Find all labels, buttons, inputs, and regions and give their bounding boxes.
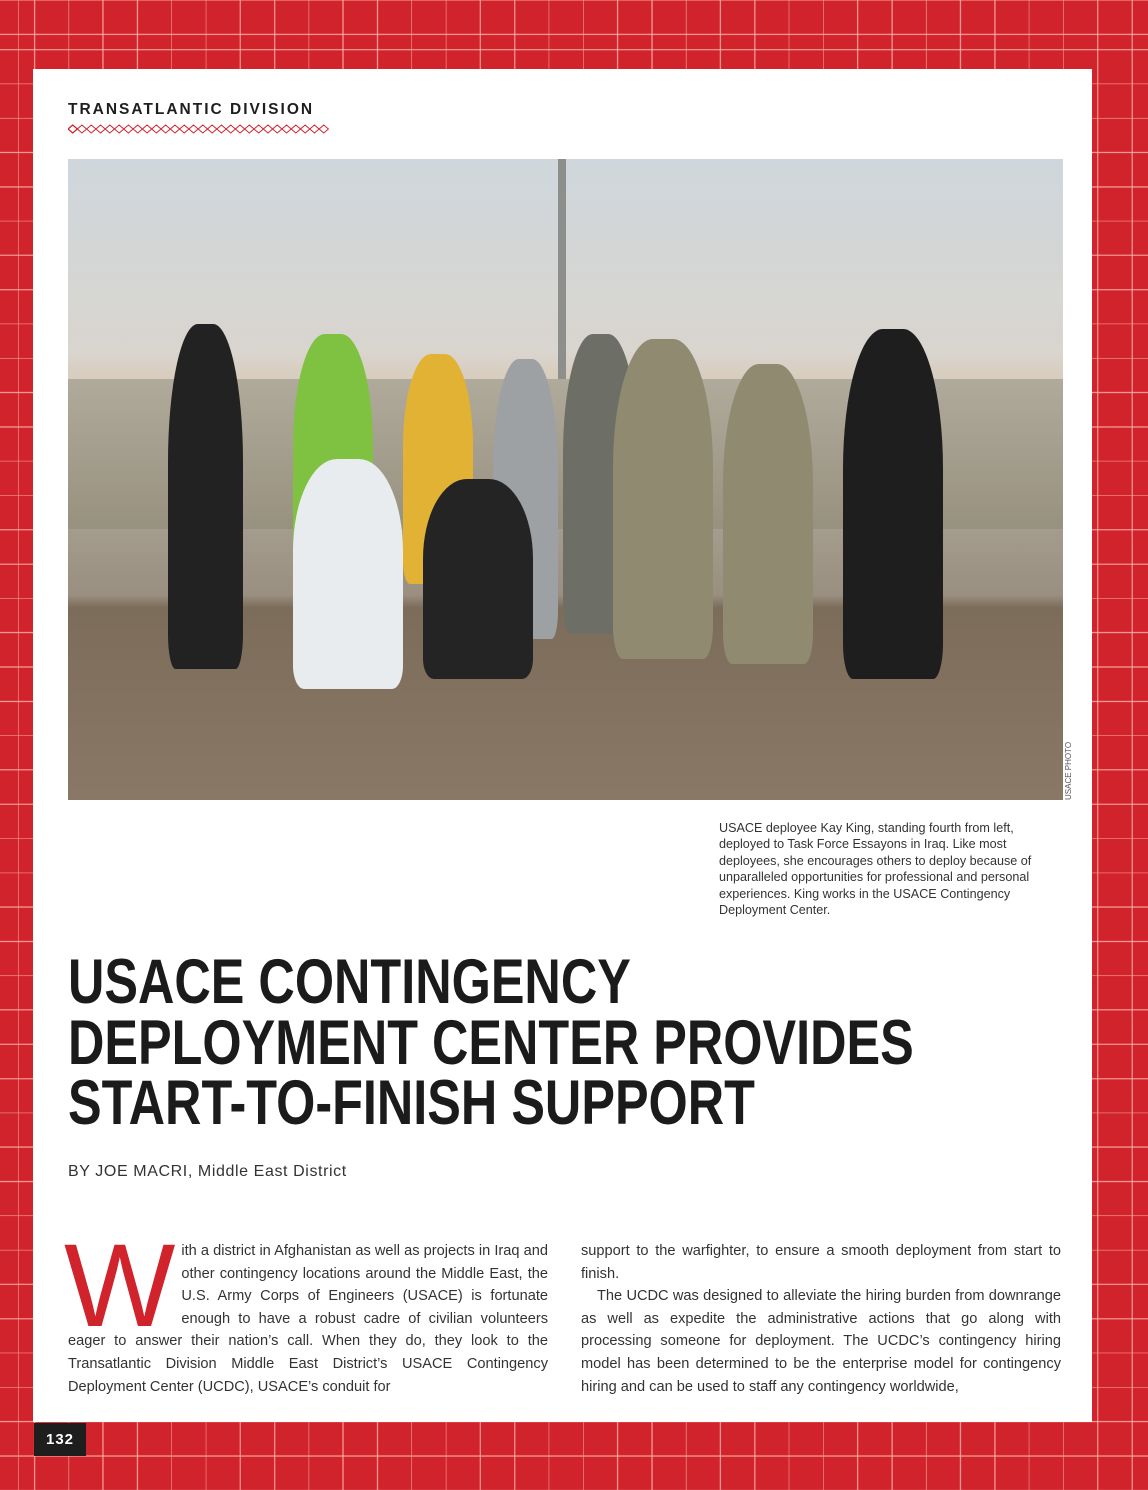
page-number: 132 [34, 1423, 86, 1456]
photo-caption: USACE deployee Kay King, standing fourth from left, deployed to Task Force Essayons in Iraq. Like most deployees, she encourages others to deploy because of unparalleled opportunities for professional and personal experiences. King works in the USACE Contingency Deployment Center. [719, 821, 1032, 918]
person [613, 339, 713, 659]
title-line: USACE CONTINGENCY [68, 947, 631, 1017]
person [293, 459, 403, 689]
zigzag-divider [68, 124, 330, 134]
paragraph: support to the warfighter, to ensure a smooth deployment from start to finish. [581, 1243, 1061, 1282]
paragraph: The UCDC was designed to alleviate the hiring burden from downrange as well as expedite the administrative actions that go along with processing someone for deployment. The UCDC’s contingency hiring model has been determined to be the enterprise model for contingency hiring and can be used to staff any contingency worldwide, [581, 1288, 1061, 1395]
photo-credit: USACE PHOTO [1064, 741, 1073, 800]
section-header: TRANSATLANTIC DIVISION [68, 101, 315, 118]
drop-cap: W [64, 1220, 176, 1352]
body-column-2 [581, 1240, 1061, 1398]
person [723, 364, 813, 664]
group-photo [68, 159, 1063, 800]
person [843, 329, 943, 679]
paragraph: ith a district in Afghanistan as well as projects in Iraq and other contingency locations around the Middle East, the U.S. Army Corps of Engineers (USACE) is fortunate enough to have a robust cadre of civilian volunteers eager to answer their nation’s call. When they do, they look to the Transatlantic Division Middle East District’s USACE Contingency Deployment Center (UCDC), USACE’s conduit for [68, 1243, 548, 1395]
person [168, 324, 243, 669]
byline: BY JOE MACRI, Middle East District [68, 1163, 347, 1180]
article-title [68, 947, 914, 1138]
title-line: DEPLOYMENT CENTER PROVIDES [68, 1007, 914, 1078]
title-line: START-TO-FINISH SUPPORT [68, 1068, 755, 1138]
person [423, 479, 533, 679]
body-column-1 [64, 1220, 548, 1398]
